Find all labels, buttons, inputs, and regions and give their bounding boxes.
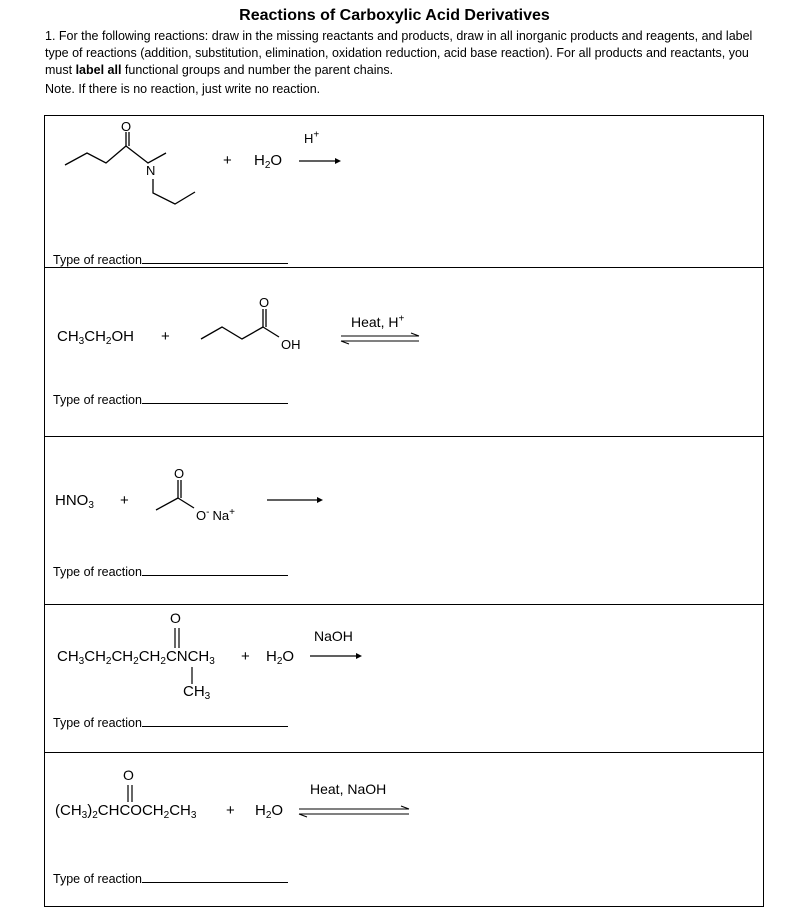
double-bond-icon xyxy=(173,628,183,650)
e1: 3 xyxy=(81,810,88,821)
water-h: H xyxy=(255,802,266,819)
f2: CH xyxy=(84,648,106,665)
f7: 2 xyxy=(160,656,166,667)
reaction-row-2 xyxy=(45,267,763,437)
sodium-acetate-structure xyxy=(150,456,260,536)
water-sub: 2 xyxy=(276,656,283,667)
methyl-sub: 3 xyxy=(204,691,211,702)
ethanol-oh: OH xyxy=(111,328,134,345)
type-blank xyxy=(142,714,288,727)
instructions xyxy=(45,28,775,79)
atom-o: O xyxy=(174,466,185,481)
f8: CNCH xyxy=(165,648,210,665)
nitric-acid xyxy=(55,492,94,509)
reaction-arrow-icon xyxy=(267,495,327,505)
water-sub: 2 xyxy=(264,160,271,171)
atom-o: O xyxy=(123,767,134,783)
f1: 3 xyxy=(78,656,85,667)
plus-sign: + xyxy=(120,492,129,509)
type-of-reaction xyxy=(53,870,288,886)
f4: CH xyxy=(111,648,134,665)
ethanol-ch3: CH xyxy=(57,328,79,345)
ethanol-ch2: CH xyxy=(84,328,106,345)
nitric-acid-sub: 3 xyxy=(88,500,94,511)
butanoic-acid-structure xyxy=(195,287,305,367)
plus-sign: + xyxy=(226,802,235,819)
type-of-reaction xyxy=(53,391,288,407)
atom-oh: OH xyxy=(281,337,301,352)
condition-h: H xyxy=(304,131,314,146)
type-of-reaction xyxy=(53,251,288,267)
ethanol xyxy=(57,328,134,345)
reaction-table xyxy=(44,115,764,907)
nitric-acid-text: HNO xyxy=(55,492,89,509)
f5: 2 xyxy=(133,656,139,667)
e2: ) xyxy=(87,802,93,819)
note: Note. If there is no reaction, just write no reaction. xyxy=(45,82,321,96)
e5: 2 xyxy=(163,810,170,821)
amide-formula xyxy=(57,648,215,665)
water-o: O xyxy=(271,802,284,819)
f9: 3 xyxy=(209,656,215,667)
f3: 2 xyxy=(105,656,112,667)
type-blank xyxy=(142,563,288,576)
condition-label xyxy=(351,314,404,330)
f0: CH xyxy=(57,648,79,665)
type-blank xyxy=(142,391,288,404)
atom-o: O xyxy=(259,295,270,310)
water-h: H xyxy=(266,648,277,665)
page-title: Reactions of Carboxylic Acid Derivatives xyxy=(239,7,550,24)
ethanol-sub1: 3 xyxy=(78,336,85,347)
condition-text: Heat, H xyxy=(351,314,399,330)
water xyxy=(255,802,283,819)
type-blank xyxy=(142,870,288,883)
type-label: Type of reaction xyxy=(53,565,142,579)
n-methyl xyxy=(183,683,210,700)
water xyxy=(254,152,282,169)
reaction-row-5 xyxy=(45,752,763,906)
condition-label xyxy=(304,131,319,146)
instructions-text: 1. For the following reactions: draw in the missing reactants and products, draw in all inorganic products and reagents, and label type of reactions (addition, substitution, elimination, oxidation reduction, acid base reaction). For all products and reactants, you must xyxy=(45,29,753,77)
e4: CHCOCH xyxy=(97,802,164,819)
type-blank xyxy=(142,251,288,264)
plus-sign: + xyxy=(241,648,250,665)
type-label: Type of reaction xyxy=(53,393,142,407)
reaction-arrow-icon xyxy=(310,651,368,661)
type-of-reaction xyxy=(53,563,288,579)
plus-sign: + xyxy=(223,152,232,169)
double-bond-icon xyxy=(126,785,136,803)
condition-sup: + xyxy=(313,129,320,141)
type-of-reaction xyxy=(53,714,288,730)
e7: 3 xyxy=(190,810,197,821)
water-h: H xyxy=(254,152,265,169)
condition-label: NaOH xyxy=(314,628,353,644)
atom-o: O xyxy=(121,119,132,134)
condition-sup: + xyxy=(398,313,405,325)
amide-structure xyxy=(45,116,195,206)
water-o: O xyxy=(282,648,295,665)
reaction-row-4 xyxy=(45,604,763,753)
type-label: Type of reaction xyxy=(53,872,142,886)
atom-o: O xyxy=(170,610,181,626)
reaction-row-3 xyxy=(45,436,763,605)
ethanol-sub2: 2 xyxy=(105,336,112,347)
atom-n: N xyxy=(146,163,156,178)
water-sub: 2 xyxy=(265,810,272,821)
type-label: Type of reaction xyxy=(53,253,142,267)
atom-o-minus: O- Na+ xyxy=(196,507,235,523)
e3: 2 xyxy=(92,810,98,821)
type-label: Type of reaction xyxy=(53,716,142,730)
e6: CH xyxy=(169,802,191,819)
water-o: O xyxy=(270,152,283,169)
condition-label: Heat, NaOH xyxy=(310,781,387,797)
methyl-ch: CH xyxy=(183,683,205,700)
equilibrium-arrow-icon xyxy=(299,806,411,818)
e0: (CH xyxy=(55,802,82,819)
plus-sign: + xyxy=(161,328,170,345)
reaction-arrow-icon xyxy=(299,156,339,166)
reaction-row-1 xyxy=(45,116,763,268)
f6: CH xyxy=(138,648,161,665)
water xyxy=(266,648,294,665)
instructions-bold: label all xyxy=(75,63,122,77)
instructions-text-end: functional groups and number the parent chains. xyxy=(124,63,394,77)
equilibrium-arrow-icon xyxy=(341,333,421,345)
ester-formula xyxy=(55,802,196,819)
